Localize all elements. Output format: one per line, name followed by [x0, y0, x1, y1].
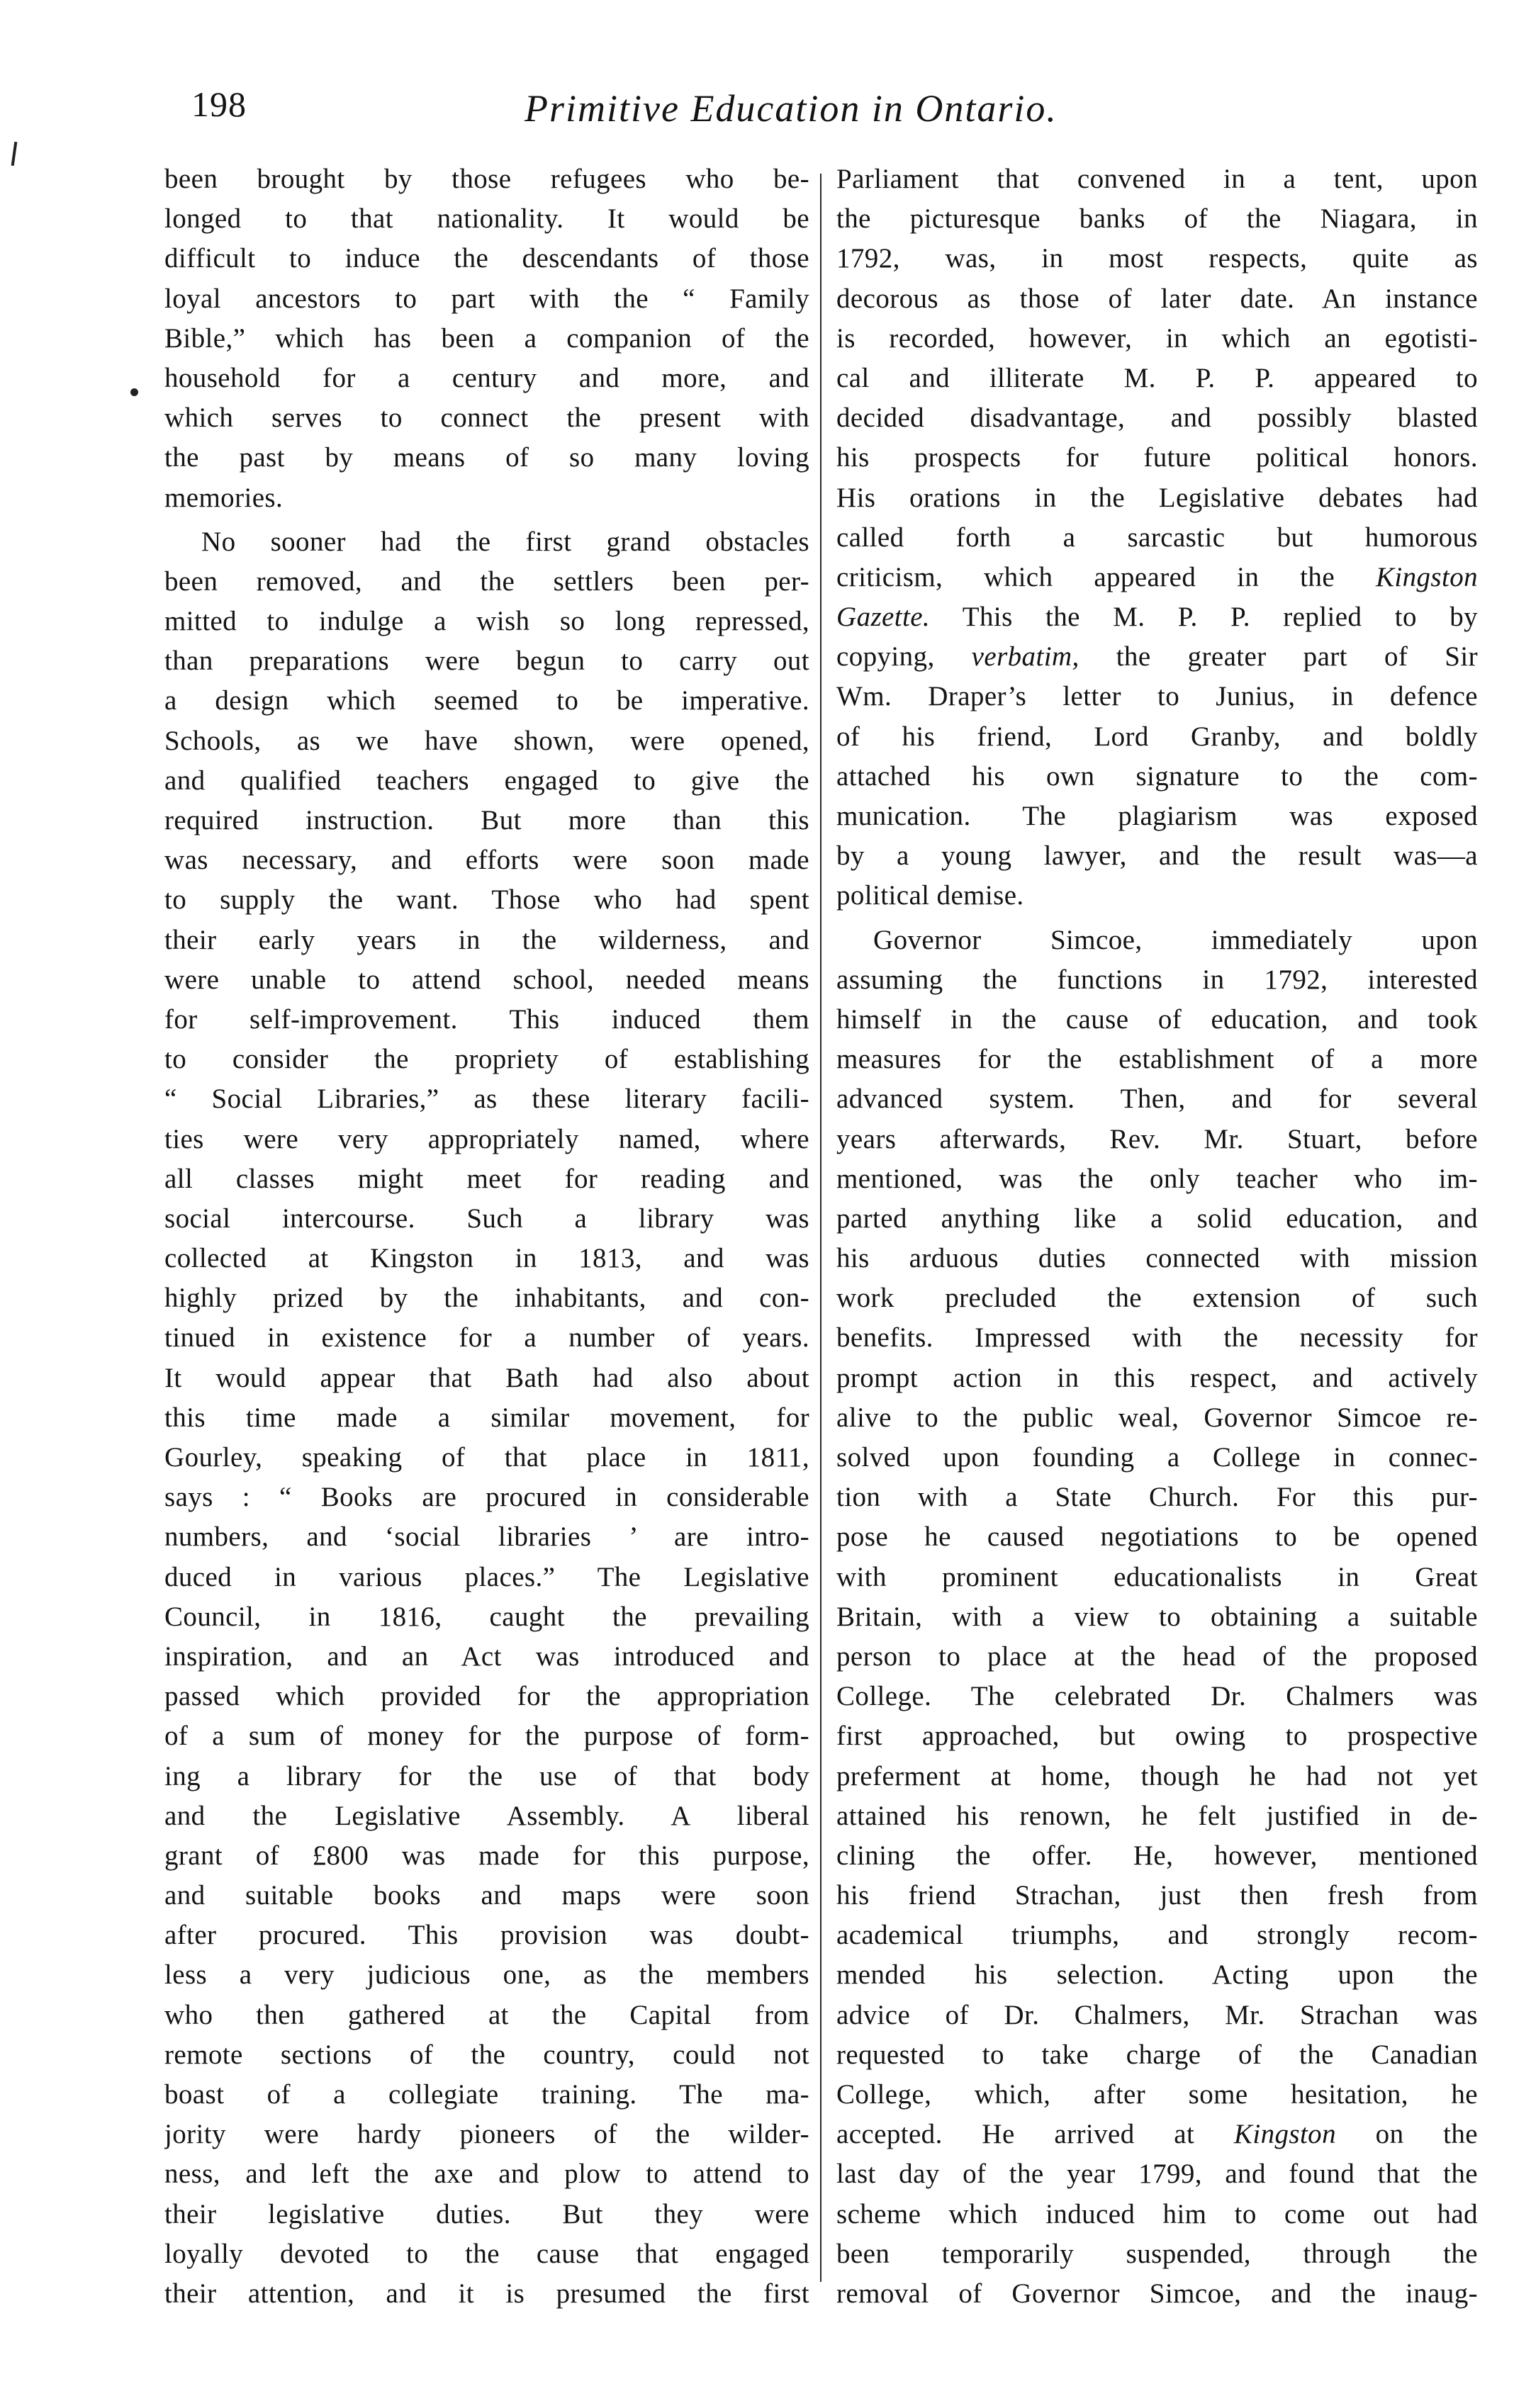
text-line: of his friend, Lord Granby, and boldly — [836, 721, 1478, 752]
text-line: loyal ancestors to part with the “ Family — [164, 283, 809, 314]
text-line: Britain, with a view to obtaining a suitable — [836, 1601, 1478, 1632]
text-line: required instruction. But more than this — [164, 805, 809, 836]
text-line: cal and illiterate M. P. P. appeared to — [836, 362, 1478, 393]
text-line: first approached, but owing to prospective — [836, 1721, 1478, 1752]
text-line: His orations in the Legislative debates had — [836, 482, 1478, 513]
text-line: Gourley, speaking of that place in 1811, — [164, 1442, 809, 1473]
text-line: advice of Dr. Chalmers, Mr. Strachan was — [836, 1999, 1478, 2030]
text-line: tinued in existence for a number of years. — [164, 1322, 809, 1354]
text-line: of a sum of money for the purpose of form- — [164, 1721, 809, 1752]
text-line: this time made a similar movement, for — [164, 1402, 809, 1433]
text-line: alive to the public weal, Governor Simcoe re- — [836, 1402, 1478, 1433]
text-line: No sooner had the first grand obstacles — [201, 526, 809, 557]
text-line: College. The celebrated Dr. Chalmers was — [836, 1681, 1478, 1712]
text-line: 1792, was, in most respects, quite as — [836, 243, 1478, 274]
column-rule — [820, 174, 821, 2282]
text-line: person to place at the head of the proposed — [836, 1641, 1478, 1672]
text-line: passed which provided for the appropriation — [164, 1681, 809, 1712]
text-line: measures for the establishment of a more — [836, 1044, 1478, 1075]
text-line: benefits. Impressed with the necessity for — [836, 1322, 1478, 1354]
text-line: prompt action in this respect, and actively — [836, 1362, 1478, 1393]
text-line: preferment at home, though he had not yet — [836, 1760, 1478, 1791]
margin-dot — [130, 388, 138, 396]
text-line: their legislative duties. But they were — [164, 2198, 809, 2229]
text-line: after procured. This provision was doubt- — [164, 1920, 809, 1951]
text-line: collected at Kingston in 1813, and was — [164, 1243, 809, 1274]
text-line: longed to that nationality. It would be — [164, 203, 809, 235]
text-line: is recorded, however, in which an egotisti- — [836, 322, 1478, 354]
text-line: himself in the cause of education, and took — [836, 1003, 1478, 1035]
text-line: work precluded the extension of such — [836, 1283, 1478, 1314]
text-line: their attention, and it is presumed the first — [164, 2278, 809, 2309]
text-line: Gazette. This the M. P. P. replied to by — [836, 602, 1478, 633]
text-line: for self-improvement. This induced them — [164, 1003, 809, 1035]
text-line: his arduous duties connected with mission — [836, 1243, 1478, 1274]
text-line: boast of a collegiate training. The ma- — [164, 2079, 809, 2110]
text-line: says : “ Books are procured in considerable — [164, 1482, 809, 1513]
text-line: inspiration, and an Act was introduced and — [164, 1641, 809, 1672]
text-line: last day of the year 1799, and found that the — [836, 2159, 1478, 2190]
right-column — [836, 159, 1478, 2314]
text-line: College, which, after some hesitation, he — [836, 2079, 1478, 2110]
text-line: ties were very appropriately named, where — [164, 1123, 809, 1154]
text-line: political demise. — [836, 880, 1024, 911]
text-line: advanced system. Then, and for several — [836, 1084, 1478, 1115]
text-line: solved upon founding a College in connec- — [836, 1442, 1478, 1473]
text-line: been temporarily suspended, through the — [836, 2238, 1478, 2269]
text-line: scheme which induced him to come out had — [836, 2198, 1478, 2229]
text-line: years afterwards, Rev. Mr. Stuart, before — [836, 1123, 1478, 1154]
text-line: been removed, and the settlers been per- — [164, 566, 809, 597]
text-line: attained his renown, he felt justified in de- — [836, 1800, 1478, 1831]
text-line: Schools, as we have shown, were opened, — [164, 725, 809, 756]
text-line: decided disadvantage, and possibly blasted — [836, 403, 1478, 434]
text-line: the picturesque banks of the Niagara, in — [836, 203, 1478, 235]
text-line: Council, in 1816, caught the prevailing — [164, 1601, 809, 1632]
text-line: memories. — [164, 482, 284, 513]
text-line: than preparations were begun to carry out — [164, 646, 809, 677]
text-line: mitted to indulge a wish so long repressed, — [164, 606, 809, 637]
text-line: mentioned, was the only teacher who im- — [836, 1163, 1478, 1194]
text-line: mended his selection. Acting upon the — [836, 1959, 1478, 1991]
text-line: his friend Strachan, just then fresh from — [836, 1880, 1478, 1911]
text-line: Governor Simcoe, immediately upon — [873, 924, 1478, 955]
italic-term: Kingston — [1375, 561, 1478, 592]
text-line: highly prized by the inhabitants, and con- — [164, 1283, 809, 1314]
text-line: Wm. Draper’s letter to Junius, in defence — [836, 681, 1478, 712]
text-line: ness, and left the axe and plow to attend to — [164, 2159, 809, 2190]
text-line: social intercourse. Such a library was — [164, 1203, 809, 1234]
text-line: ing a library for the use of that body — [164, 1760, 809, 1791]
text-line: jority were hardy pioneers of the wilder- — [164, 2119, 809, 2150]
text-line: with prominent educationalists in Great — [836, 1561, 1478, 1592]
italic-term: verbatim, — [971, 641, 1079, 673]
text-line: pose he caused negotiations to be opened — [836, 1521, 1478, 1553]
text-line: which serves to connect the present with — [164, 403, 809, 434]
left-column — [164, 159, 809, 2314]
text-line: was necessary, and efforts were soon made — [164, 845, 809, 876]
text-line: their early years in the wilderness, and — [164, 924, 809, 955]
text-line: Bible,” which has been a companion of the — [164, 322, 809, 354]
text-line: remote sections of the country, could not — [164, 2039, 809, 2070]
text-line: a design which seemed to be imperative. — [164, 685, 809, 716]
margin-mark — [11, 142, 18, 166]
running-head: Primitive Education in Ontario. — [525, 87, 1058, 130]
text-line: grant of £800 was made for this purpose, — [164, 1840, 809, 1871]
italic-term: Kingston — [1233, 2119, 1336, 2150]
text-line: and qualified teachers engaged to give the — [164, 765, 809, 796]
text-line: household for a century and more, and — [164, 362, 809, 393]
text-line: by a young lawyer, and the result was—a — [836, 840, 1478, 872]
text-line: loyally devoted to the cause that engaged — [164, 2238, 809, 2269]
text-line: “ Social Libraries,” as these literary facili- — [164, 1084, 809, 1115]
text-line: removal of Governor Simcoe, and the inaug- — [836, 2278, 1478, 2309]
text-line: and suitable books and maps were soon — [164, 1880, 809, 1911]
text-line: the past by means of so many loving — [164, 442, 809, 473]
text-line: copying, verbatim, the greater part of Sir — [836, 641, 1478, 673]
text-line: to supply the want. Those who had spent — [164, 884, 809, 916]
text-line: academical triumphs, and strongly recom- — [836, 1920, 1478, 1951]
text-line: Parliament that convened in a tent, upon — [836, 164, 1478, 194]
text-line: all classes might meet for reading and — [164, 1163, 809, 1194]
text-line: called forth a sarcastic but humorous — [836, 522, 1478, 553]
text-line: requested to take charge of the Canadian — [836, 2039, 1478, 2070]
text-line: clining the offer. He, however, mentioned — [836, 1840, 1478, 1871]
text-line: accepted. He arrived at Kingston on the — [836, 2119, 1478, 2150]
text-line: to consider the propriety of establishing — [164, 1044, 809, 1075]
text-line: decorous as those of later date. An instance — [836, 283, 1478, 314]
text-line: attached his own signature to the com- — [836, 760, 1478, 792]
text-line: parted anything like a solid education, and — [836, 1203, 1478, 1234]
text-line: duced in various places.” The Legislative — [164, 1561, 809, 1592]
text-line: who then gathered at the Capital from — [164, 1999, 809, 2030]
text-line: been brought by those refugees who be- — [164, 164, 809, 194]
text-line: assuming the functions in 1792, interested — [836, 964, 1478, 995]
text-line: difficult to induce the descendants of those — [164, 243, 809, 274]
page-number: 198 — [191, 84, 247, 124]
text-line: It would appear that Bath had also about — [164, 1362, 809, 1393]
page-header — [191, 84, 1177, 140]
text-line: munication. The plagiarism was exposed — [836, 801, 1478, 831]
text-line: criticism, which appeared in the Kingston — [836, 561, 1478, 592]
text-line: tion with a State Church. For this pur- — [836, 1482, 1478, 1513]
text-line: numbers, and ‘social libraries ’ are intro- — [164, 1521, 809, 1553]
text-line: were unable to attend school, needed means — [164, 964, 809, 995]
italic-term: Gazette. — [836, 602, 931, 633]
text-line: and the Legislative Assembly. A liberal — [164, 1800, 809, 1831]
text-line: less a very judicious one, as the members — [164, 1959, 809, 1991]
text-line: his prospects for future political honors. — [836, 442, 1478, 473]
